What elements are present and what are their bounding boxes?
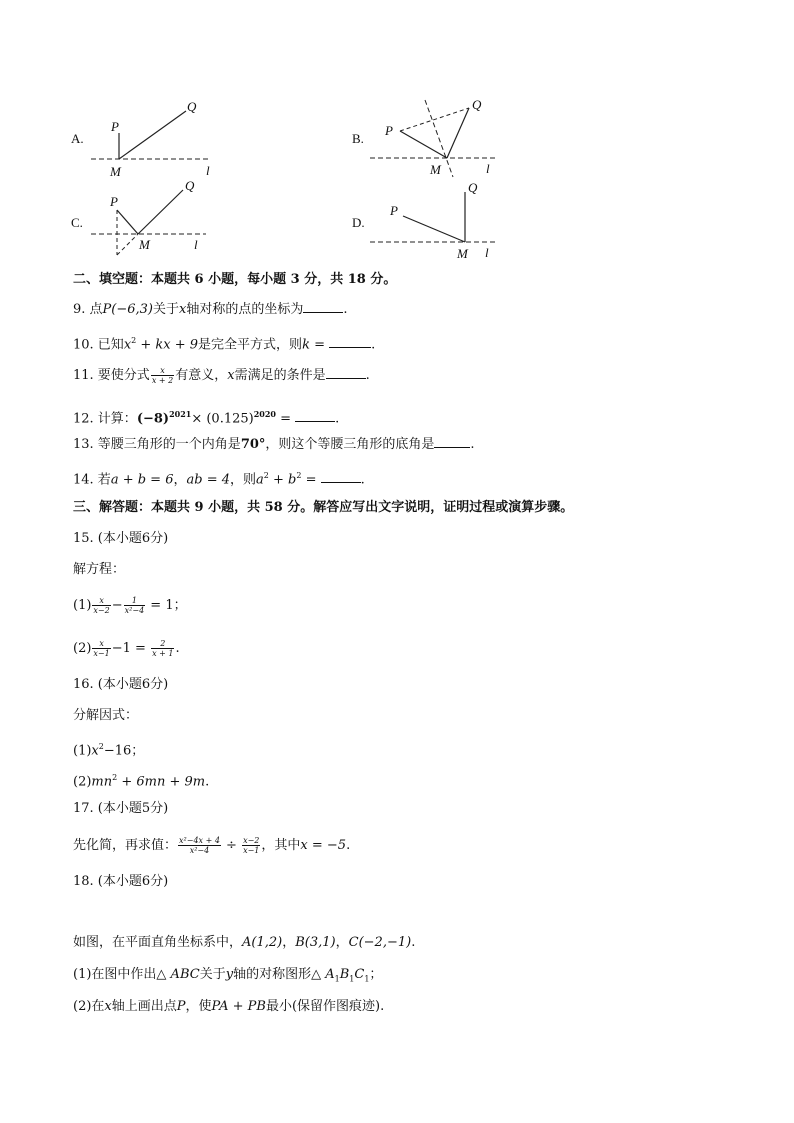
question-18-part-2: (2)在x轴上画出点P，使PA + PB最小(保留作图痕迹).	[73, 999, 385, 1014]
figure-b-line-l: l	[486, 161, 490, 176]
question-18-title: 18. (本小题6分)	[73, 874, 169, 889]
figure-d-point-p: P	[390, 203, 398, 218]
question-15-part-2: (2) $\frac{x}{x-1}$ −1 = $\frac{2}{x + 1}$ .	[73, 639, 180, 658]
question-15-title: 15. (本小题6分)	[73, 531, 169, 546]
option-a-label: A.	[71, 131, 84, 146]
figure-a-line-l: l	[206, 163, 210, 178]
figure-c-line-l: l	[194, 237, 198, 252]
figure-a-diagram	[86, 95, 226, 180]
figure-c-point-q: Q	[185, 178, 195, 193]
figure-d-diagram	[365, 180, 505, 265]
question-12: 12. 计算：$(-8)^{2021}\times (0.125)^{2020}$ = .	[73, 409, 340, 427]
figure-a-point-q: Q	[187, 99, 197, 114]
figure-b-point-p: P	[385, 123, 393, 138]
question-16-part-1: $(1)x^2-16$；	[73, 742, 145, 759]
answer-blank-13[interactable]	[434, 436, 470, 448]
question-10: 10. 已知$x^2$ + kx + 9是完全平方式，则k = .	[73, 336, 376, 353]
question-17-body: 先化简，再求值： $\frac{\text{x²−4x + 4}}{\text{x²−4}}$ ÷ $\frac{x-2}{x-1}$ ，其中x = −5.	[73, 836, 351, 855]
answer-blank-12[interactable]	[295, 410, 335, 422]
question-11: 11. 要使分式 $\frac{x}{x + 2}$ 有意义，x需满足的条件是 .	[73, 366, 370, 385]
question-17-title: 17. (本小题5分)	[73, 801, 169, 816]
question-16-part-2: $(2)mn^2 + 6mn + 9m$.	[73, 773, 210, 790]
figure-b-point-m: M	[430, 162, 441, 177]
question-16-title: 16. (本小题6分)	[73, 677, 169, 692]
figure-b-point-q: Q	[472, 97, 482, 112]
question-15-part-1: (1) $\frac{x}{x-2}$ − $\frac{1}{\text{x²−4}}$ = 1；	[73, 596, 187, 615]
option-b-label: B.	[352, 131, 364, 146]
figure-c-diagram	[86, 180, 226, 265]
figure-a-point-p: P	[111, 119, 119, 134]
figure-d-point-m: M	[457, 246, 468, 261]
section-3-heading: 三、解答题：本题共 9 小题，共 58 分。解答应写出文字说明，证明过程或演算步骤。	[73, 500, 574, 515]
figure-c-point-p: P	[110, 194, 118, 209]
figure-d-line-l: l	[485, 245, 489, 260]
figure-a-point-m: M	[110, 164, 121, 179]
fraction-q11: $\frac{x}{x + 2}$	[151, 366, 174, 385]
answer-blank-10[interactable]	[329, 336, 371, 348]
question-18-part-1: (1)在图中作出△ ABC关于y轴的对称图形△ $A_1B_1C_1$；	[73, 967, 383, 984]
answer-blank-11[interactable]	[326, 367, 366, 379]
figure-d-point-q: Q	[468, 180, 478, 195]
answer-blank-14[interactable]	[321, 471, 361, 483]
answer-blank-9[interactable]	[303, 301, 343, 313]
question-18-intro: 如图，在平面直角坐标系中，A(1,2)，B(3,1)，C(−2,−1).	[73, 935, 416, 950]
question-16-prompt: 分解因式：	[73, 708, 139, 723]
question-9: 9. 点P(−6,3)关于x轴对称的点的坐标为 .	[73, 302, 348, 317]
option-c-label: C.	[71, 215, 83, 230]
option-d-label: D.	[352, 215, 365, 230]
question-13: 13. 等腰三角形的一个内角是70°，则这个等腰三角形的底角是 .	[73, 437, 475, 452]
question-15-prompt: 解方程：	[73, 562, 126, 577]
section-2-heading: 二、填空题：本题共 6 小题，每小题 3 分，共 18 分。	[73, 272, 397, 287]
figure-c-point-m: M	[139, 237, 150, 252]
question-14: 14. 若a + b = 6，ab = 4，则$a^2 + b^2$ = .	[73, 471, 365, 488]
